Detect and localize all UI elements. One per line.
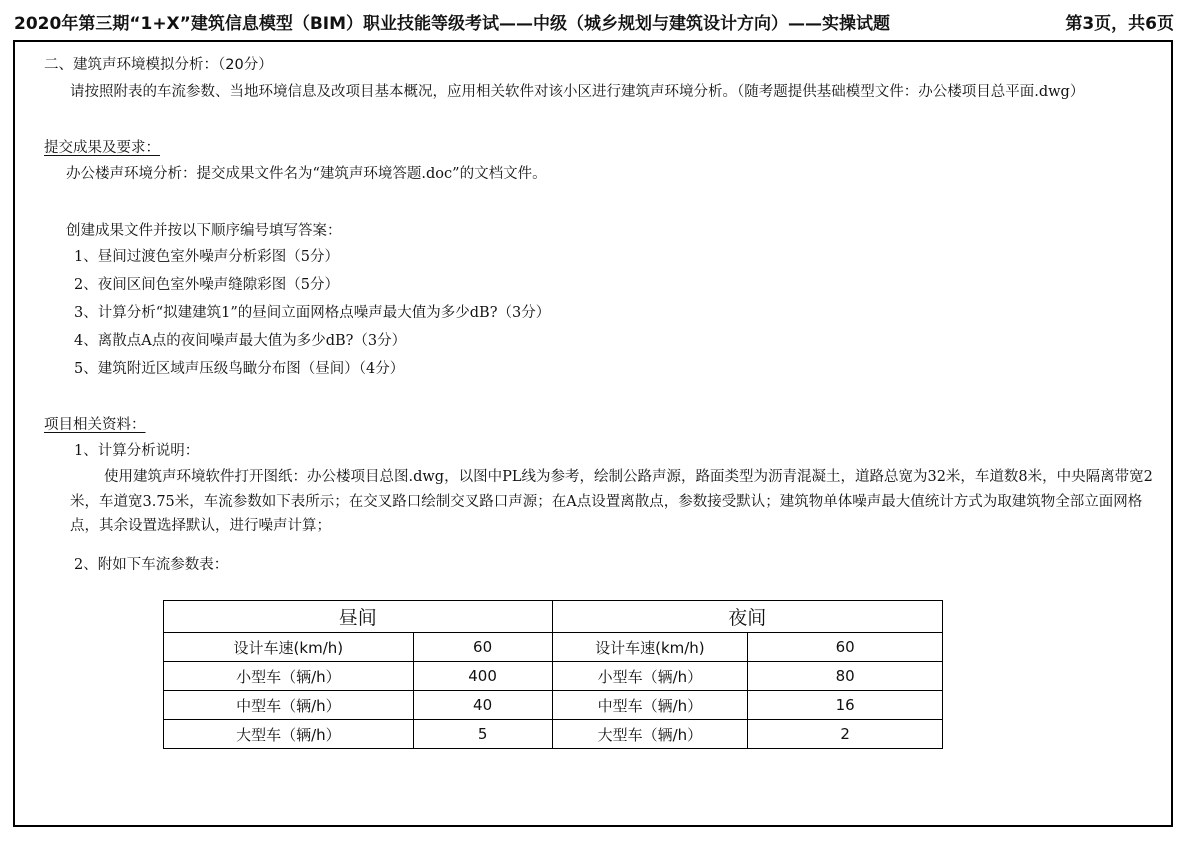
table-row: [164, 662, 943, 691]
day-header: 昼间: [164, 601, 553, 633]
night-param-value: 16: [748, 691, 943, 720]
submission-order-note: 创建成果文件并按以下顺序编号填写答案：: [66, 223, 342, 239]
table-row: [164, 720, 943, 749]
answer-item: 3、计算分析“拟建建筑1”的昼间立面网格点噪声最大值为多少dB?（3分）: [74, 305, 551, 321]
day-param-value: 400: [413, 662, 552, 691]
section-intro: 请按照附表的车流参数、当地环境信息及改项目基本概况，应用相关软件对该小区进行建筑声环境分析。（随考题提供基础模型文件：办公楼项目总平面.dwg）: [70, 84, 1085, 100]
night-param-label: 设计车速(km/h): [552, 633, 748, 662]
table-header-row: [164, 601, 943, 633]
table-row: [164, 633, 943, 662]
table-row: [164, 691, 943, 720]
day-param-value: 40: [413, 691, 552, 720]
night-param-label: 中型车（辆/h）: [552, 691, 748, 720]
answer-item: 1、昼间过渡色室外噪声分析彩图（5分）: [74, 249, 339, 265]
night-param-label: 大型车（辆/h）: [552, 720, 748, 749]
materials-heading: 项目相关资料：: [44, 417, 146, 433]
section-heading: 二、建筑声环境模拟分析：（20分）: [44, 57, 273, 73]
night-param-value: 80: [748, 662, 943, 691]
answer-item: 5、建筑附近区域声压级鸟瞰分布图（昼间）（4分）: [74, 361, 405, 377]
traffic-parameter-table: [163, 600, 943, 749]
answer-item: 4、离散点A点的夜间噪声最大值为多少dB?（3分）: [74, 333, 407, 349]
night-param-label: 小型车（辆/h）: [552, 662, 748, 691]
submission-file-note: 办公楼声环境分析：提交成果文件名为“建筑声环境答题.doc”的文档文件。: [66, 166, 547, 182]
materials-item1-body: 使用建筑声环境软件打开图纸：办公楼项目总图.dwg，以图中PL线为参考，绘制公路声源，路面类型为沥青混凝土，道路总宽为32米，车道数8米，中央隔离带宽2米，车道宽3.75米，车流参数如下表所示；在交叉路口绘制交叉路口声源；在A点设置离散点，参数接受默认；建筑物单体噪声最大值统计方式为取建筑物全部立面网格点，其余设置选择默认，进行噪声计算；: [70, 469, 1153, 534]
day-param-label: 小型车（辆/h）: [164, 662, 414, 691]
day-param-label: 设计车速(km/h): [164, 633, 414, 662]
page-number: 第3页，共6页: [1065, 14, 1174, 34]
materials-item2-title: 2、附如下车流参数表：: [74, 557, 229, 573]
submission-heading: 提交成果及要求：: [44, 140, 160, 156]
day-param-label: 大型车（辆/h）: [164, 720, 414, 749]
day-param-value: 5: [413, 720, 552, 749]
night-param-value: 60: [748, 633, 943, 662]
night-param-value: 2: [748, 720, 943, 749]
materials-item1-title: 1、计算分析说明：: [74, 443, 200, 459]
exam-title: 2020年第三期“1+X”建筑信息模型（BIM）职业技能等级考试——中级（城乡规划与建筑设计方向）——实操试题: [14, 14, 891, 34]
day-param-label: 中型车（辆/h）: [164, 691, 414, 720]
day-param-value: 60: [413, 633, 552, 662]
answer-item: 2、夜间区间色室外噪声缝隙彩图（5分）: [74, 277, 339, 293]
night-header: 夜间: [552, 601, 943, 633]
